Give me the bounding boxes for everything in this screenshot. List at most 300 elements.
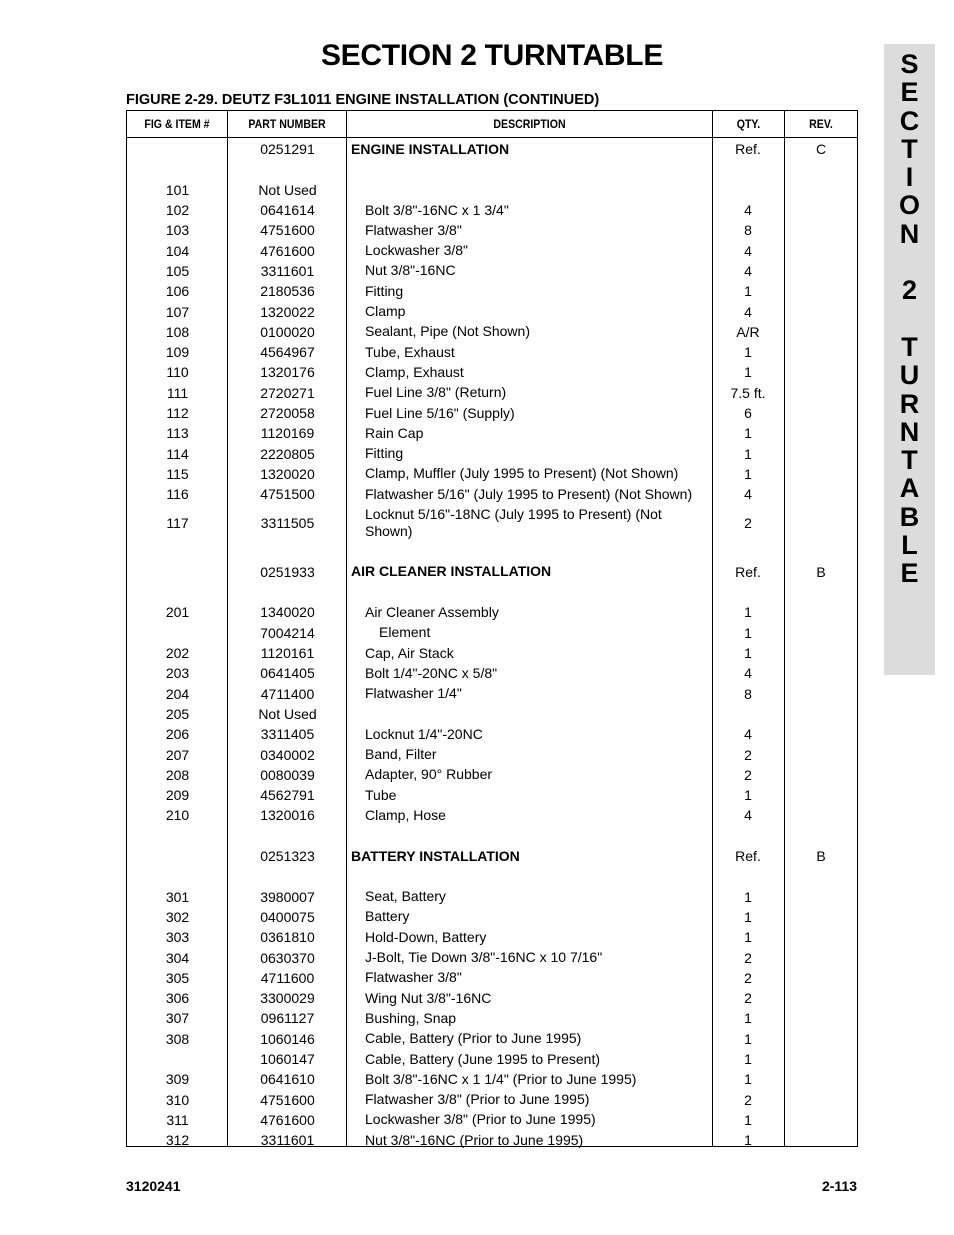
side-tab-letter: E	[900, 77, 919, 108]
table-row	[127, 444, 857, 464]
table-row	[127, 139, 857, 159]
header-description: DESCRIPTION	[493, 117, 566, 131]
cell-part-number: 0641405	[260, 665, 315, 682]
side-tab-letter: I	[905, 162, 914, 193]
side-tab-letter	[884, 305, 935, 333]
cell-revision	[785, 444, 857, 464]
cell-quantity: 1	[744, 1132, 752, 1149]
cell-part-number: 0251291	[260, 141, 315, 158]
cell-revision	[785, 1008, 857, 1028]
cell-revision	[785, 383, 857, 403]
table-row	[127, 403, 857, 423]
cell-revision	[785, 887, 857, 907]
cell-quantity: 4	[744, 726, 752, 743]
cell-description: Cable, Battery (June 1995 to Present)	[365, 1050, 601, 1067]
cell-revision	[785, 927, 857, 947]
cell-part-number: 0251323	[260, 848, 315, 865]
side-tab-letter: B	[899, 501, 920, 532]
cell-item-number: 113	[166, 425, 189, 442]
cell-quantity: 1	[744, 1030, 752, 1047]
cell-part-number: 1320022	[260, 303, 315, 320]
cell-quantity: Ref.	[735, 563, 761, 580]
cell-quantity	[713, 826, 783, 846]
cell-part-number: 1120169	[260, 425, 315, 442]
cell-description: Element	[379, 624, 431, 641]
cell-quantity: 2	[744, 949, 752, 966]
cell-revision	[785, 582, 857, 602]
cell-part-number: 0251933	[260, 563, 315, 580]
cell-revision	[785, 602, 857, 622]
cell-part-number: Not Used	[258, 705, 317, 722]
cell-item-number: 111	[166, 384, 189, 401]
table-row	[127, 322, 857, 342]
table-row	[127, 927, 857, 947]
cell-part-number: 7004214	[260, 624, 315, 641]
cell-description: BATTERY INSTALLATION	[351, 847, 520, 864]
cell-quantity: 2	[744, 766, 752, 783]
parts-table	[126, 110, 858, 1147]
cell-revision	[785, 464, 857, 484]
cell-revision	[785, 180, 857, 200]
cell-quantity: 1	[744, 624, 752, 641]
cell-quantity: 4	[744, 486, 752, 503]
cell-item-number: 204	[165, 685, 190, 702]
cell-part-number: 4711400	[260, 685, 315, 702]
cell-item-number: 116	[166, 486, 189, 503]
table-header	[127, 111, 857, 138]
cell-revision	[785, 765, 857, 785]
side-tab-letter	[884, 248, 935, 276]
cell-part-number: 0641614	[260, 202, 315, 219]
cell-description: Bolt 1/4"-20NC x 5/8"	[365, 664, 498, 681]
cell-part-number: 4751600	[260, 222, 315, 239]
cell-description: Fuel Line 5/16" (Supply)	[365, 404, 515, 421]
table-row	[127, 744, 857, 764]
cell-quantity: 2	[744, 990, 752, 1007]
table-row	[127, 684, 857, 704]
cell-part-number: 2220805	[260, 445, 315, 462]
cell-description: Fitting	[365, 282, 404, 299]
cell-quantity: A/R	[736, 323, 760, 340]
table-spacer-row	[127, 826, 857, 846]
cell-part-number: 1320020	[260, 465, 315, 482]
table-row	[127, 1090, 857, 1110]
cell-description: Clamp	[365, 303, 406, 320]
cell-revision	[785, 1049, 857, 1069]
cell-item-number: 308	[165, 1030, 190, 1047]
cell-description: Flatwasher 5/16" (July 1995 to Present) (Not Shown)	[365, 485, 693, 502]
cell-revision	[785, 504, 857, 541]
header-qty: QTY.	[736, 117, 761, 131]
cell-item-number	[127, 1049, 228, 1069]
cell-description: Bolt 3/8"-16NC x 1 1/4" (Prior to June 1995)	[365, 1070, 637, 1087]
cell-quantity: 6	[744, 405, 752, 422]
table-row	[127, 180, 857, 200]
side-tab-letter: 2	[901, 275, 918, 306]
side-tab-letter: N	[899, 416, 920, 447]
section-side-tab	[884, 44, 935, 675]
cell-revision: B	[816, 848, 826, 865]
cell-item-number: 303	[165, 929, 190, 946]
table-row	[127, 724, 857, 744]
cell-part-number: 4761600	[260, 1111, 315, 1128]
cell-item-number: 201	[165, 604, 190, 621]
cell-description	[347, 159, 711, 179]
figure-title: FIGURE 2-29. DEUTZ F3L1011 ENGINE INSTALLATION (CONTINUED)	[126, 92, 600, 108]
table-row	[127, 464, 857, 484]
cell-part-number: 3311505	[260, 514, 315, 531]
cell-item-number: 206	[165, 726, 190, 743]
table-spacer-row	[127, 866, 857, 886]
table-row	[127, 362, 857, 382]
cell-part-number	[228, 582, 347, 602]
cell-quantity: 1	[744, 888, 752, 905]
cell-part-number: 4711600	[260, 969, 315, 986]
table-row	[127, 342, 857, 362]
cell-item-number: 208	[165, 766, 190, 783]
table-row	[127, 200, 857, 220]
cell-quantity: 7.5 ft.	[730, 384, 766, 401]
side-tab-letter: A	[899, 473, 920, 504]
table-row	[127, 1008, 857, 1028]
side-tab-letter: T	[901, 331, 918, 362]
cell-description: Lockwasher 3/8" (Prior to June 1995)	[365, 1111, 596, 1128]
cell-quantity: 2	[744, 514, 752, 531]
table-row	[127, 1110, 857, 1130]
cell-description: Flatwasher 3/8"	[365, 969, 462, 986]
cell-part-number: 1320176	[260, 364, 315, 381]
side-tab-letter: R	[899, 388, 920, 419]
cell-item-number	[127, 866, 228, 886]
page-number: 2-113	[821, 1178, 857, 1194]
cell-item-number: 110	[166, 364, 189, 381]
cell-quantity: 4	[744, 202, 752, 219]
cell-quantity: 2	[744, 746, 752, 763]
cell-quantity: 1	[744, 929, 752, 946]
cell-revision: B	[816, 563, 826, 580]
side-tab-letter: U	[899, 360, 920, 391]
cell-quantity: 1	[744, 1010, 752, 1027]
header-rev: REV.	[809, 117, 833, 131]
cell-item-number: 117	[166, 514, 189, 531]
cell-part-number: 0340002	[260, 746, 315, 763]
cell-item-number	[127, 846, 228, 866]
cell-revision	[785, 1110, 857, 1130]
cell-item-number: 102	[165, 202, 190, 219]
cell-description: Fuel Line 3/8" (Return)	[365, 384, 507, 401]
cell-revision	[785, 907, 857, 927]
cell-part-number: 4761600	[260, 242, 315, 259]
cell-part-number: 3311601	[260, 1132, 315, 1149]
cell-description: Tube, Exhaust	[365, 343, 455, 360]
table-row	[127, 484, 857, 504]
cell-quantity: 2	[744, 1091, 752, 1108]
cell-part-number: 1060147	[260, 1051, 315, 1068]
cell-revision	[785, 322, 857, 342]
cell-description: Clamp, Exhaust	[365, 363, 464, 380]
cell-description	[347, 866, 711, 886]
table-row	[127, 220, 857, 240]
table-row	[127, 1130, 857, 1150]
side-tab-letters	[884, 50, 935, 588]
cell-item-number: 209	[165, 787, 190, 804]
cell-quantity: 1	[744, 445, 752, 462]
table-row	[127, 1049, 857, 1069]
cell-item-number: 305	[165, 969, 190, 986]
cell-quantity: 1	[744, 344, 752, 361]
cell-item-number: 103	[165, 222, 190, 239]
cell-item-number: 105	[165, 262, 190, 279]
cell-description: Seat, Battery	[365, 888, 446, 905]
cell-item-number: 115	[166, 465, 189, 482]
cell-item-number: 301	[165, 888, 190, 905]
table-row	[127, 562, 857, 582]
cell-description: Hold-Down, Battery	[365, 928, 487, 945]
cell-quantity	[713, 180, 783, 200]
cell-description: ENGINE INSTALLATION	[351, 140, 510, 157]
table-row	[127, 602, 857, 622]
cell-quantity	[713, 582, 783, 602]
cell-quantity: 1	[744, 1111, 752, 1128]
cell-revision	[785, 301, 857, 321]
cell-item-number: 310	[165, 1091, 190, 1108]
cell-revision	[785, 342, 857, 362]
table-row	[127, 301, 857, 321]
table-row	[127, 907, 857, 927]
cell-part-number: Not Used	[258, 181, 317, 198]
cell-description: Sealant, Pipe (Not Shown)	[365, 323, 530, 340]
cell-quantity: 1	[744, 1051, 752, 1068]
table-row	[127, 663, 857, 683]
table-row	[127, 805, 857, 825]
cell-revision	[785, 200, 857, 220]
cell-quantity: 1	[744, 465, 752, 482]
table-row	[127, 261, 857, 281]
cell-revision: C	[815, 141, 827, 158]
table-spacer-row	[127, 541, 857, 561]
cell-part-number: 1060146	[260, 1030, 315, 1047]
table-row	[127, 1029, 857, 1049]
side-tab-letter: L	[901, 530, 918, 561]
cell-part-number	[228, 866, 347, 886]
cell-part-number: 0361810	[260, 929, 315, 946]
cell-description: Band, Filter	[365, 746, 437, 763]
cell-revision	[785, 281, 857, 301]
cell-part-number: 0961127	[260, 1010, 315, 1027]
table-row	[127, 887, 857, 907]
cell-revision	[785, 684, 857, 704]
table-row	[127, 785, 857, 805]
cell-description: Clamp, Muffler (July 1995 to Present) (Not Shown)	[365, 465, 679, 482]
cell-item-number: 210	[165, 807, 190, 824]
table-row	[127, 846, 857, 866]
cell-description: Nut 3/8"-16NC	[365, 262, 456, 279]
cell-item-number: 101	[165, 181, 190, 198]
cell-item-number	[127, 623, 228, 643]
cell-item-number: 104	[165, 242, 190, 259]
cell-revision	[785, 805, 857, 825]
header-item: FIG & ITEM #	[144, 117, 210, 131]
cell-item-number: 202	[165, 645, 190, 662]
cell-description: Locknut 1/4"-20NC	[365, 725, 483, 742]
cell-item-number	[127, 582, 228, 602]
cell-revision	[785, 484, 857, 504]
cell-item-number: 203	[165, 665, 190, 682]
cell-quantity	[713, 704, 783, 724]
cell-quantity: 4	[744, 262, 752, 279]
cell-item-number: 205	[165, 705, 190, 722]
document-number: 3120241	[126, 1178, 181, 1194]
cell-description: Wing Nut 3/8"-16NC	[365, 989, 492, 1006]
side-tab-letter: T	[901, 133, 918, 164]
cell-quantity: 1	[744, 283, 752, 300]
cell-quantity: 4	[744, 242, 752, 259]
cell-description: Flatwasher 3/8" (Prior to June 1995)	[365, 1091, 590, 1108]
cell-revision	[785, 947, 857, 967]
cell-part-number: 1120161	[260, 645, 315, 662]
cell-part-number: 3311601	[260, 262, 315, 279]
cell-revision	[785, 724, 857, 744]
cell-item-number: 108	[165, 323, 190, 340]
table-row	[127, 643, 857, 663]
cell-part-number	[228, 159, 347, 179]
cell-description: Flatwasher 1/4"	[365, 685, 462, 702]
cell-description: Bushing, Snap	[365, 1009, 457, 1026]
cell-revision	[785, 968, 857, 988]
cell-quantity: 4	[744, 303, 752, 320]
cell-revision	[785, 159, 857, 179]
cell-quantity: 1	[744, 645, 752, 662]
cell-description: J-Bolt, Tie Down 3/8"-16NC x 10 7/16"	[365, 949, 603, 966]
cell-part-number: 2180536	[260, 283, 315, 300]
cell-description: Nut 3/8"-16NC (Prior to June 1995)	[365, 1131, 584, 1148]
cell-part-number: 1320016	[260, 807, 315, 824]
cell-quantity	[713, 541, 783, 561]
cell-revision	[785, 663, 857, 683]
cell-quantity	[713, 159, 783, 179]
cell-revision	[785, 541, 857, 561]
cell-revision	[785, 744, 857, 764]
cell-item-number	[127, 159, 228, 179]
side-tab-letter: C	[899, 105, 920, 136]
table-row	[127, 281, 857, 301]
header-part-number: PART NUMBER	[248, 117, 326, 131]
cell-description: Fitting	[365, 445, 404, 462]
cell-revision	[785, 241, 857, 261]
cell-part-number: 4751500	[260, 486, 315, 503]
table-row	[127, 704, 857, 724]
cell-description: Battery	[365, 908, 410, 925]
cell-revision	[785, 1090, 857, 1110]
cell-quantity: Ref.	[735, 141, 761, 158]
cell-description: Bolt 3/8"-16NC x 1 3/4"	[365, 201, 509, 218]
cell-item-number: 107	[165, 303, 190, 320]
cell-item-number: 207	[165, 746, 190, 763]
table-row	[127, 968, 857, 988]
side-tab-letter: T	[901, 445, 918, 476]
cell-description	[347, 826, 711, 846]
table-row	[127, 623, 857, 643]
table-row	[127, 947, 857, 967]
cell-description: Rain Cap	[365, 424, 424, 441]
cell-quantity: 4	[744, 665, 752, 682]
cell-item-number: 304	[165, 949, 190, 966]
cell-description: Lockwasher 3/8"	[365, 242, 469, 259]
cell-part-number: 4751600	[260, 1091, 315, 1108]
cell-description: Tube	[365, 786, 397, 803]
table-row	[127, 765, 857, 785]
side-tab-letter: E	[900, 558, 919, 589]
cell-description: Flatwasher 3/8"	[365, 221, 462, 238]
cell-description: Locknut 5/16"-18NC (July 1995 to Present) (Not Shown)	[365, 505, 662, 539]
cell-description	[347, 704, 711, 724]
cell-description: Air Cleaner Assembly	[365, 603, 499, 620]
table-row	[127, 423, 857, 443]
cell-revision	[785, 1130, 857, 1150]
table-spacer-row	[127, 159, 857, 179]
cell-item-number: 306	[165, 990, 190, 1007]
cell-revision	[785, 220, 857, 240]
cell-item-number: 106	[165, 283, 190, 300]
cell-quantity: 2	[744, 969, 752, 986]
cell-item-number: 302	[165, 908, 190, 925]
cell-revision	[785, 1029, 857, 1049]
side-tab-letter: N	[899, 218, 920, 249]
cell-part-number: 4564967	[260, 344, 315, 361]
table-row	[127, 241, 857, 261]
cell-description	[347, 180, 711, 200]
cell-item-number: 311	[166, 1111, 189, 1128]
cell-part-number: 3311405	[260, 726, 315, 743]
cell-part-number: 3980007	[260, 888, 315, 905]
cell-item-number	[127, 139, 228, 159]
cell-revision	[785, 362, 857, 382]
cell-quantity: 8	[744, 685, 752, 702]
cell-part-number: 0100020	[260, 323, 315, 340]
cell-revision	[785, 704, 857, 724]
cell-quantity: Ref.	[735, 848, 761, 865]
table-spacer-row	[127, 582, 857, 602]
cell-part-number	[228, 826, 347, 846]
cell-item-number	[127, 541, 228, 561]
table-row	[127, 988, 857, 1008]
cell-part-number: 1340020	[260, 604, 315, 621]
cell-revision	[785, 826, 857, 846]
cell-part-number: 2720058	[260, 405, 315, 422]
cell-quantity: 1	[744, 908, 752, 925]
cell-revision	[785, 785, 857, 805]
cell-quantity: 1	[744, 1071, 752, 1088]
cell-item-number: 309	[165, 1071, 190, 1088]
cell-item-number: 112	[166, 405, 189, 422]
cell-item-number: 307	[165, 1010, 190, 1027]
cell-revision	[785, 261, 857, 281]
table-row	[127, 1069, 857, 1089]
cell-part-number: 0641610	[260, 1071, 315, 1088]
side-tab-letter: S	[900, 49, 919, 79]
table-row	[127, 383, 857, 403]
cell-quantity: 8	[744, 222, 752, 239]
cell-revision	[785, 643, 857, 663]
cell-revision	[785, 866, 857, 886]
cell-revision	[785, 403, 857, 423]
cell-item-number	[127, 826, 228, 846]
cell-part-number: 0080039	[260, 766, 315, 783]
cell-part-number: 0630370	[260, 949, 315, 966]
cell-description	[347, 582, 711, 602]
page-title: SECTION 2 TURNTABLE	[320, 39, 664, 72]
cell-description: Cap, Air Stack	[365, 644, 454, 661]
